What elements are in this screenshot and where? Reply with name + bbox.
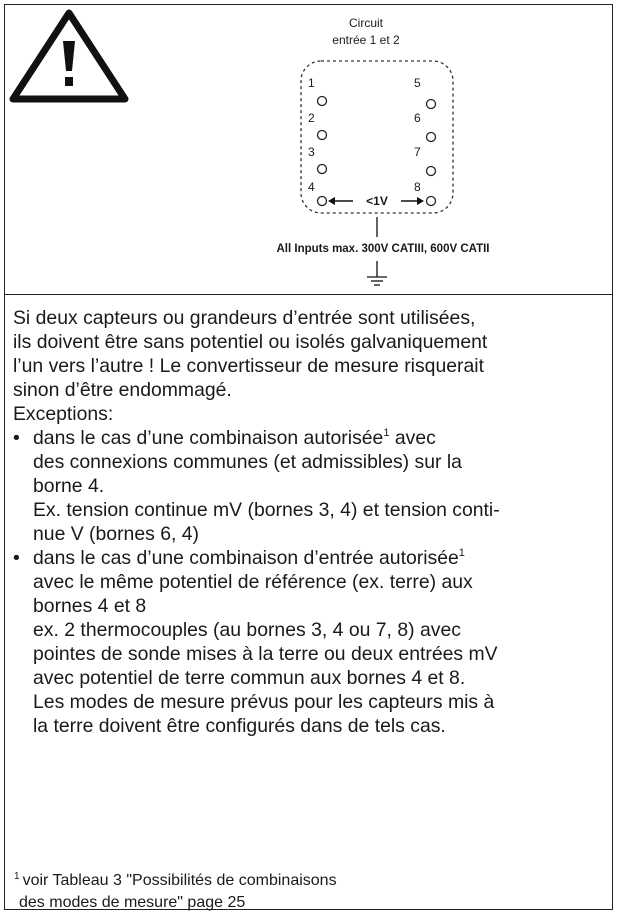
terminal-number: 3 [308, 145, 315, 159]
bullet-dot: • [13, 547, 20, 569]
text-line: des connexions communes (et admissibles) sur la [33, 451, 462, 473]
voltage-label: <1V [366, 194, 388, 208]
text-line: borne 4. [33, 475, 105, 497]
bullet-first-line-end: avec [389, 427, 436, 449]
footnote-text: voir Tableau 3 "Possibilités de combinaisons [22, 872, 337, 889]
terminal-number: 5 [414, 76, 421, 90]
footnote-mark: 1 [14, 871, 20, 882]
text-line [33, 426, 609, 450]
terminal-circle [318, 97, 327, 106]
exceptions-heading: Exceptions: [13, 403, 114, 425]
text-line: ex. 2 thermocouples (au bornes 3, 4 ou 7, 8) avec [33, 619, 461, 641]
warning-triangle-icon [13, 13, 125, 99]
diagram-title-line1: Circuit [348, 16, 384, 30]
text-line: la terre doivent être configurés dans de tels cas. [33, 715, 446, 737]
text-line: Ex. tension continue mV (bornes 3, 4) et tension conti- [33, 499, 500, 521]
terminal-number: 2 [308, 111, 315, 125]
text-line: nue V (bornes 6, 4) [33, 523, 199, 545]
text-line: Si deux capteurs ou grandeurs d’entrée sont utilisées, [13, 307, 476, 329]
exception-item [13, 546, 609, 738]
terminal-circle [318, 165, 327, 174]
warning-text [13, 306, 609, 738]
terminal-number: 4 [308, 180, 315, 194]
ground-icon [367, 261, 387, 285]
terminal-circle [427, 167, 436, 176]
diagram-caption: All Inputs max. 300V CATIII, 600V CATII [276, 243, 490, 255]
bullet-first-line: dans le cas d’une combinaison autorisée [33, 427, 384, 449]
footnote-ref: 1 [383, 427, 390, 439]
terminal-circle [318, 131, 327, 140]
text-line: l’un vers l’autre ! Le convertisseur de mesure risquerait [13, 355, 484, 377]
terminal-number: 1 [308, 76, 315, 90]
warning-panel [5, 5, 612, 295]
page-frame [4, 4, 613, 910]
text-line [33, 546, 609, 570]
footnote [14, 866, 337, 914]
terminal-circle [427, 100, 436, 109]
text-line: sinon d’être endommagé. [13, 379, 232, 401]
diagram-title-line2: entrée 1 et 2 [332, 33, 400, 47]
text-line: ils doivent être sans potentiel ou isolés galvaniquement [13, 331, 488, 353]
terminal-circle [427, 133, 436, 142]
terminal-number: 7 [414, 145, 421, 159]
text-line: avec potentiel de terre commun aux bornes 4 et 8. [33, 667, 466, 689]
text-line: bornes 4 et 8 [33, 595, 147, 617]
exception-item [13, 426, 609, 546]
terminal-circle [427, 197, 436, 206]
terminal-number: 8 [414, 180, 421, 194]
bullet-dot: • [13, 427, 20, 449]
text-line: pointes de sonde mises à la terre ou deux entrées mV [33, 643, 498, 665]
footnote-ref: 1 [458, 547, 465, 559]
terminal-number: 6 [414, 111, 421, 125]
text-line: Les modes de mesure prévus pour les capteurs mis à [33, 691, 495, 713]
footnote-line: des modes de mesure" page 25 [19, 894, 246, 911]
bullet-first-line: dans le cas d’une combinaison d’entrée autorisée [33, 547, 459, 569]
terminal-diagram [5, 5, 611, 293]
terminal-circle [318, 197, 327, 206]
footnote-line [14, 866, 337, 892]
text-line: avec le même potentiel de référence (ex. terre) aux [33, 571, 473, 593]
